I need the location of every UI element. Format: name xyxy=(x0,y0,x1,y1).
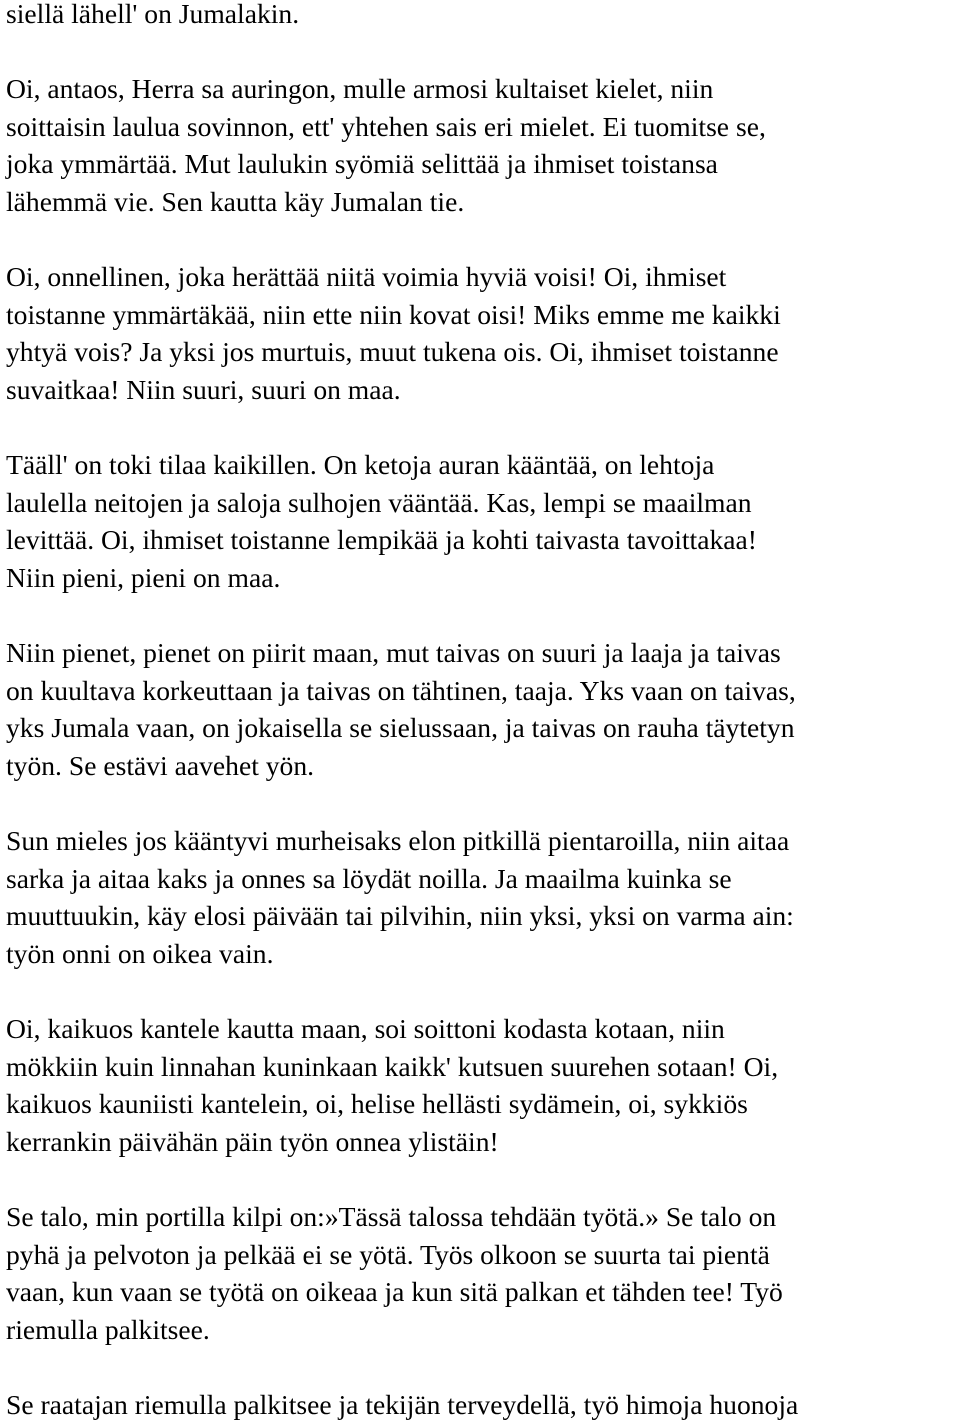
text-line: mökkiin kuin linnahan kuninkaan kaikk' kutsuen suurehen sotaan! Oi, xyxy=(6,1050,779,1082)
text-line: lähemmä vie. Sen kautta käy Jumalan tie. xyxy=(6,185,465,217)
text-line: toistanne ymmärtäkää, niin ette niin kovat oisi! Miks emme me kaikki xyxy=(6,298,781,330)
text-line: suvaitkaa! Niin suuri, suuri on maa. xyxy=(6,373,401,405)
paragraph xyxy=(6,1386,958,1424)
paragraph xyxy=(6,258,958,408)
text-line: Se talo, min portilla kilpi on:»Tässä talossa tehdään työtä.» Se talo on xyxy=(6,1201,777,1232)
text-line: yhtyä vois? Ja yksi jos murtuis, muut tukena ois. Oi, ihmiset toistanne xyxy=(6,336,779,368)
text-line: työn. Se estävi aavehet yön. xyxy=(6,749,315,781)
paragraph xyxy=(6,1198,958,1348)
text-line: Oi, onnellinen, joka herättää niitä voimia hyviä voisi! Oi, ihmiset xyxy=(6,261,727,293)
text-line: siellä lähell' on Jumalakin. xyxy=(6,0,300,29)
text-line: työn onni on oikea vain. xyxy=(6,937,274,969)
text-line: yks Jumala vaan, on jokaisella se sielussaan, ja taivas on rauha täytetyn xyxy=(6,712,795,744)
paragraph xyxy=(6,0,958,33)
text-line: Oi, antaos, Herra sa auringon, mulle armosi kultaiset kielet, niin xyxy=(6,73,714,105)
text-line: sarka ja aitaa kaks ja onnes sa löydät noilla. Ja maailma kuinka se xyxy=(6,862,732,894)
text-line: Tääll' on toki tilaa kaikillen. On ketoja auran kääntää, on lehtoja xyxy=(6,449,715,481)
text-line: Niin pieni, pieni on maa. xyxy=(6,561,281,593)
document-page xyxy=(6,0,958,1424)
text-line: Oi, kaikuos kantele kautta maan, soi soittoni kodasta kotaan, niin xyxy=(6,1013,725,1045)
paragraph xyxy=(6,634,958,784)
text-line: laulella neitojen ja saloja sulhojen vääntää. Kas, lempi se maailman xyxy=(6,486,752,518)
text-line: kaikuos kauniisti kantelein, oi, helise hellästi sydämein, oi, sykkiös xyxy=(6,1088,748,1120)
text-line: riemulla palkitsee. xyxy=(6,1313,210,1345)
text-line: on kuultava korkeuttaan ja taivas on tähtinen, taaja. Yks vaan on taivas, xyxy=(6,674,796,706)
text-line: levittää. Oi, ihmiset toistanne lempikää ja kohti taivasta tavoittakaa! xyxy=(6,524,757,556)
text-line: joka ymmärtää. Mut laulukin syömiä selittää ja ihmiset toistansa xyxy=(6,148,718,180)
text-line: Se raatajan riemulla palkitsee ja tekijän terveydellä, työ himoja huonoja xyxy=(6,1388,799,1420)
paragraph xyxy=(6,70,958,220)
text-line: kerrankin päivähän päin työn onnea ylistäin! xyxy=(6,1125,499,1157)
text-line: pyhä ja pelvoton ja pelkää ei se yötä. Työs olkoon se suurta tai pientä xyxy=(6,1238,770,1270)
text-line: soittaisin laulua sovinnon, ett' yhtehen sais eri mielet. Ei tuomitse se, xyxy=(6,110,766,142)
text-line: vaan, kun vaan se työtä on oikeaa ja kun sitä palkan et tähden tee! Työ xyxy=(6,1276,783,1308)
text-line: Sun mieles jos kääntyvi murheisaks elon pitkillä pientaroilla, niin aitaa xyxy=(6,825,790,857)
paragraph xyxy=(6,822,958,972)
text-line: Niin pienet, pienet on piirit maan, mut taivas on suuri ja laaja ja taivas xyxy=(6,637,781,669)
paragraph xyxy=(6,446,958,596)
text-line: muuttuukin, käy elosi päivään tai pilvihin, niin yksi, yksi on varma ain: xyxy=(6,900,794,932)
paragraph xyxy=(6,1010,958,1160)
